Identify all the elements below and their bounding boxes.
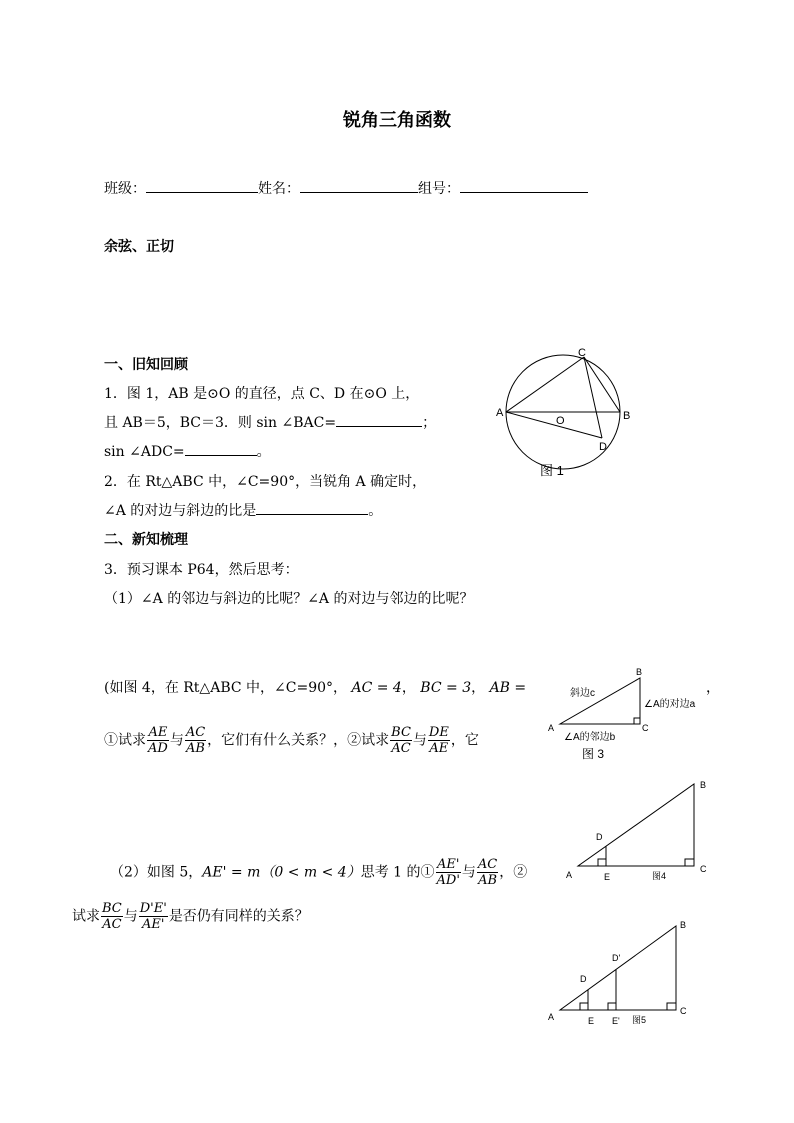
part2-c: 与 — [461, 864, 476, 881]
fig5-caption: 图5 — [632, 1015, 647, 1025]
fig5-label-e: E — [588, 1016, 595, 1026]
fig4-label-a: A — [566, 870, 573, 880]
part2-line2-b: 与 — [123, 908, 138, 925]
num: D'E' — [139, 901, 167, 916]
ratio-question-line — [104, 725, 479, 756]
frac-ac-ab — [185, 725, 206, 756]
figure4-triangle — [560, 776, 720, 882]
num: BC — [391, 725, 411, 740]
sin-bac-blank[interactable] — [336, 412, 422, 427]
sep1: ， — [401, 680, 416, 696]
class-label: 班级： — [104, 181, 146, 197]
num: BC — [102, 901, 122, 916]
chord-ac — [506, 357, 584, 412]
subtitle: 余弦、正切 — [104, 239, 174, 255]
q3-intro: 3．预习课本 P64，然后思考： — [104, 562, 299, 578]
triangle-abc — [560, 678, 640, 724]
fig3-caption: 图 3 — [582, 747, 605, 761]
ratio-q-b: 与 — [169, 732, 184, 749]
example-text: (如图 4，在 Rt△ABC 中，∠C=90°， — [104, 680, 348, 696]
figure1-circle-diagram — [490, 340, 640, 490]
fig4-label-b: B — [700, 780, 707, 790]
chord-ad — [506, 412, 602, 438]
frac-de-ae — [428, 725, 450, 756]
frac-ae-ad — [147, 725, 169, 756]
part2-line2-a: 试求 — [72, 908, 100, 925]
sep2: ， — [471, 680, 486, 696]
q1-line3-end: 。 — [256, 444, 271, 460]
right-angle-mark-c — [685, 859, 694, 866]
sin-adc-blank[interactable] — [185, 441, 257, 456]
part2-d: ，② — [499, 864, 528, 881]
figure3-right-triangle — [540, 662, 720, 762]
q2-line1: 2．在 Rt△ABC 中，∠C=90°，当锐角 A 确定时， — [104, 474, 427, 490]
example-line — [104, 677, 526, 697]
right-angle-mark-c — [667, 1003, 676, 1010]
fig4-caption: 图4 — [652, 871, 667, 881]
den: AC — [102, 917, 122, 932]
right-angle-mark — [634, 718, 640, 724]
num: AE — [148, 725, 168, 740]
frac-bc-ac — [390, 725, 412, 756]
section1-heading: 一、旧知回顾 — [104, 357, 188, 373]
triangle-abc — [578, 784, 694, 866]
fig3-opp-label: ∠A的对边a — [644, 699, 696, 710]
part2-line2 — [72, 901, 309, 932]
part2-line1 — [110, 857, 527, 888]
ratio-q-e: ，它 — [450, 732, 479, 749]
num: AC — [477, 857, 498, 872]
part2-a: （2）如图 5， — [110, 864, 203, 881]
frac-bc-ac-2 — [101, 901, 123, 932]
triangle-abc — [560, 926, 676, 1010]
num: AC — [185, 725, 206, 740]
ratio-q-d: 与 — [412, 732, 427, 749]
chord-cd — [584, 357, 602, 438]
fig3-label-a: A — [548, 723, 555, 733]
q2-line2-text: ∠A 的对边与斜边的比是 — [104, 503, 257, 519]
fig3-label-c: C — [642, 723, 649, 733]
q2-line2 — [104, 500, 382, 520]
fig3-label-b: B — [636, 667, 643, 677]
fig1-caption: 图 1 — [540, 463, 564, 478]
fig3-hyp-label: 斜边c — [570, 688, 595, 699]
figure5-triangle — [540, 916, 700, 1030]
frac-dpep-aep — [139, 901, 168, 932]
right-angle-mark-e — [598, 859, 606, 866]
bc-value: BC = 3 — [420, 680, 472, 696]
fig1-label-a: A — [496, 407, 504, 419]
fig5-label-d: D — [580, 974, 587, 984]
q1-line2-text: 且 AB＝5，BC＝3．则 sin ∠BAC= — [104, 415, 337, 431]
fig5-label-dp: D' — [612, 953, 621, 963]
den: AD' — [436, 873, 460, 888]
header-fields — [104, 178, 588, 198]
q1-line3 — [104, 441, 271, 461]
den: AB — [478, 873, 498, 888]
fig3-adj-label: ∠A的邻边b — [564, 732, 616, 743]
part2-b: 思考 1 的① — [360, 864, 435, 881]
q3-part1: （1）∠A 的邻边与斜边的比呢？∠A 的对边与邻边的比呢？ — [104, 591, 474, 607]
name-blank[interactable] — [300, 178, 418, 193]
q1-line3-text: sin ∠ADC= — [104, 444, 185, 460]
ac-value: AC = 4 — [351, 680, 402, 696]
fig4-label-c: C — [700, 864, 707, 874]
right-angle-mark-ep — [608, 1003, 616, 1010]
right-angle-mark-e — [580, 1003, 588, 1010]
num: DE — [428, 725, 449, 740]
fig5-label-ep: E' — [612, 1016, 620, 1026]
ab-value: AB = — [489, 680, 527, 696]
q1-line1: 1．图 1，AB 是⊙O 的直径，点 C、D 在⊙O 上， — [104, 386, 420, 402]
section2-heading: 二、新知梳理 — [104, 532, 188, 548]
den: AE — [429, 741, 449, 756]
name-label: 姓名： — [258, 181, 300, 197]
q1-line2 — [104, 412, 436, 432]
example-tail: ， — [706, 680, 720, 696]
ratio-q-a: ①试求 — [104, 732, 146, 749]
fig4-label-d: D — [596, 832, 603, 842]
fig1-label-d: D — [599, 441, 607, 453]
ratio-q-c: ，它们有什么关系？，②试求 — [207, 732, 390, 749]
fig5-label-c: C — [680, 1006, 687, 1016]
fig5-label-b: B — [680, 920, 687, 930]
den: AD — [148, 741, 168, 756]
fig1-label-o: O — [556, 415, 565, 427]
den: AC — [391, 741, 411, 756]
q1-line2-end: ； — [422, 415, 437, 431]
frac-ac-ab-2 — [477, 857, 498, 888]
group-label: 组号： — [418, 181, 460, 197]
frac-aep-adp — [436, 857, 461, 888]
group-blank[interactable] — [460, 178, 588, 193]
page-title: 锐角三角函数 — [343, 110, 451, 131]
fig1-label-b: B — [623, 410, 631, 422]
fig5-label-a: A — [548, 1012, 555, 1022]
class-blank[interactable] — [146, 178, 258, 193]
q2-line2-end: 。 — [368, 503, 383, 519]
fig4-label-e: E — [604, 872, 611, 882]
num: AE' — [436, 857, 460, 872]
part2-expr: AE' = m（0 < m < 4） — [202, 864, 361, 881]
fig1-label-c: C — [578, 347, 586, 359]
chord-bc — [584, 357, 620, 412]
part2-line2-c: 是否仍有同样的关系？ — [168, 908, 309, 925]
den: AE' — [142, 917, 165, 932]
ratio-blank[interactable] — [256, 500, 368, 515]
den: AB — [186, 741, 205, 756]
